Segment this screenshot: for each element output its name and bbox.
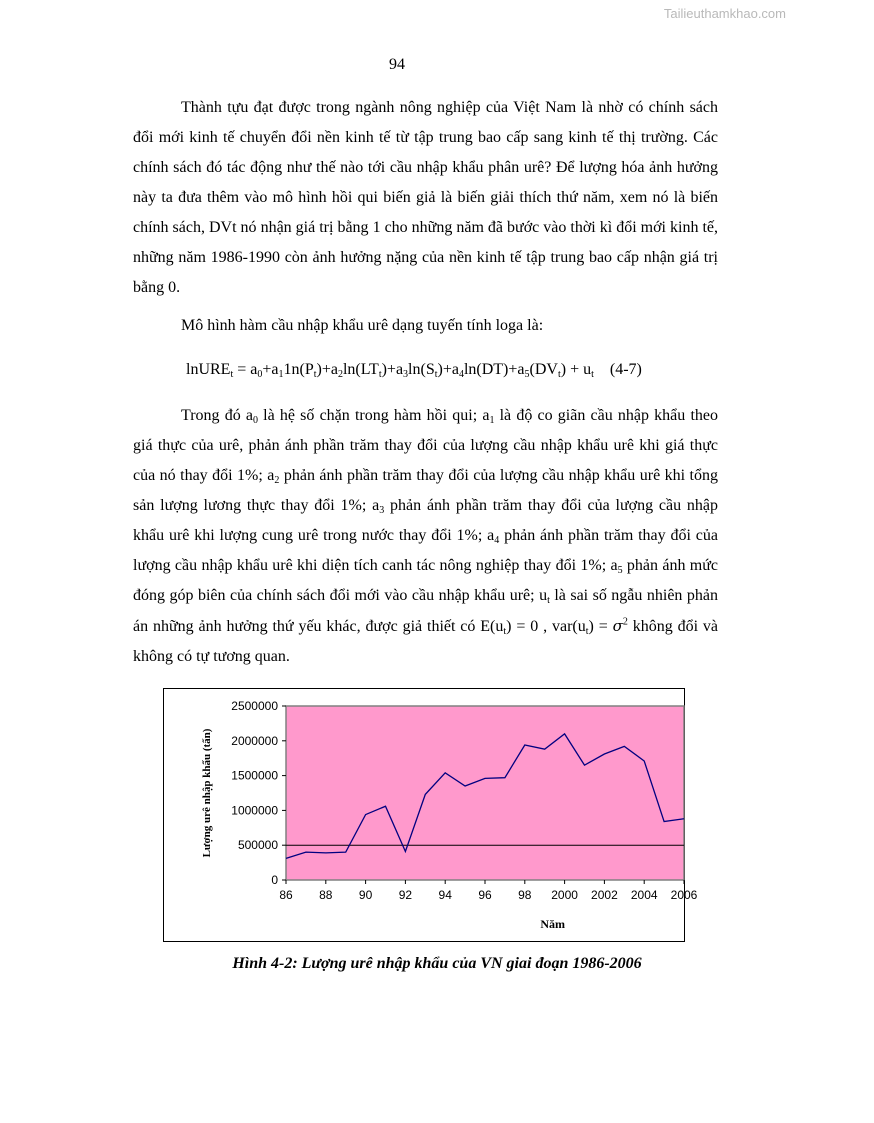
plot-area (286, 706, 684, 880)
paragraph-model-intro: Mô hình hàm cầu nhập khẩu urê dạng tuyến tính loga là: (181, 317, 544, 334)
page-number: 94 (389, 56, 405, 73)
paragraph-coefficients: Trong đó $a_0$ là hệ số chặn trong hàm hồi qui; $a_1$ là độ co giãn cầu nhập khẩu theo giá thực của urê, phản ánh phần trăm thay đổi của lượng cầu nhập khẩu urê khi giá thực của nó thay đổi 1%; $a_2$ phản ánh phần trăm thay đổi của lượng cầu nhập khẩu urê khi tổng sản lượng lương thực thay đổi 1%; $a_3$ phản ánh phần trăm thay đổi của lượng cầu nhập khẩu urê khi lượng cung urê trong nước thay đổi 1%; $a_4$ phản ánh phần trăm thay đổi của lượng cầu nhập khẩu urê khi diện tích canh tác nông nghiệp thay đổi 1%; $a_5$ phản ánh mức đóng góp biên của chính sách đổi mới vào cầu nhập khẩu urê; $u_t$ là sai số ngẫu nhiên phản án những ảnh hưởng thứ yếu khác, được giả thiết có $E(u_t) = 0$ , $var(u_t) = \sigma^2$ không đổi và không có tự tương quan. (133, 407, 719, 665)
watermark: Tailieuthamkhao.com (663, 6, 786, 21)
import-volume-chart (164, 689, 698, 943)
equation-4-7: lnURE$_t$ = $a_0+a_11n(P_t)+a_2\ln(LT_t)+a_3\ln(S_t)+a_4\ln(DT)+a_5(DV_t) + u_t$ (4-7) (186, 361, 642, 380)
sigma-symbol: σ (612, 617, 623, 635)
x-tick-label: 90 (358, 888, 373, 902)
y-tick-label: 0 (271, 873, 278, 887)
paragraph-intro: Thành tựu đạt được trong ngành nông nghiệp của Việt Nam là nhờ có chính sách đổi mới kinh tế chuyển đổi nền kinh tế từ tập trung bao cấp sang kinh tế thị trường. Các chính sách đó tác động như thế nào tới cầu nhập khẩu phân urê? Để lượng hóa ảnh hưởng này ta đưa thêm vào mô hình hồi qui biến giả là biến giải thích thứ năm, xem nó là biến chính sách, DVt nó nhận giá trị bằng 1 cho những năm đã bước vào thời kì đổi mới kinh tế, những năm 1986-1990 còn ảnh hưởng nặng của nền kinh tế tập trung bao cấp nhận giá trị bằng 0. (133, 99, 718, 296)
x-tick-label: 2006 (670, 888, 698, 902)
x-tick-label: 2004 (630, 888, 658, 902)
x-tick-label: 86 (279, 888, 293, 902)
x-tick-label: 2002 (591, 888, 618, 902)
chart-frame (163, 688, 698, 942)
y-tick-label: 500000 (237, 838, 278, 853)
equation-number: (4-7) (609, 361, 642, 378)
figure-caption: Hình 4-2: Lượng urê nhập khẩu của VN giai đoạn 1986-2006 (232, 955, 642, 972)
x-tick-label: 98 (518, 888, 532, 902)
y-tick-label: 2500000 (231, 699, 278, 713)
y-axis-ticks (231, 699, 286, 887)
x-tick-label: 96 (478, 888, 492, 902)
y-tick-label: 1000000 (231, 803, 278, 818)
x-tick-label: 92 (398, 888, 413, 902)
x-tick-label: 94 (438, 888, 452, 902)
y-axis-label: Lượng urê nhập khẩu (tấn) (201, 728, 213, 858)
y-tick-label: 1500000 (231, 768, 278, 783)
x-tick-label: 2000 (551, 888, 578, 902)
x-tick-label: 88 (319, 888, 333, 902)
x-axis-ticks (279, 880, 697, 902)
x-axis-label: Năm (540, 917, 565, 931)
y-tick-label: 2000000 (231, 733, 278, 748)
